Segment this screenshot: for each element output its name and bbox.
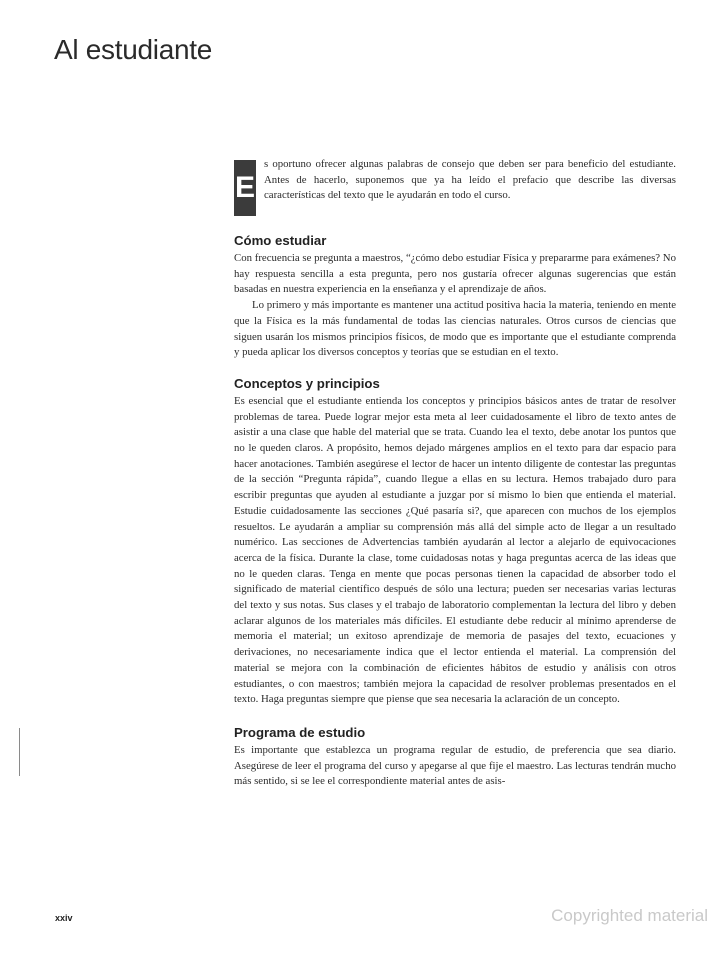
- intro-paragraph: [234, 157, 676, 219]
- section-heading-como-estudiar: Cómo estudiar: [234, 233, 327, 248]
- paragraph: Es importante que establezca un programa regular de estudio, de preferencia que sea diario. Asegúrese de leer el programa del curso y apegarse al que fije el maestro. Las lecturas tendrán mucho más sentido, si se lee el correspondiente material antes de asis-: [234, 743, 676, 788]
- paragraph: Con frecuencia se pregunta a maestros, “¿cómo debo estudiar Física y prepararme para exámenes? No hay respuesta sencilla a esta pregunta, pero nos gustaría ofrecer algunas sugerencias que están basadas en nuestra experiencia en la enseñanza y el aprendizaje de años.: [234, 252, 676, 296]
- section-heading-programa-de-estudio: Programa de estudio: [234, 724, 366, 740]
- intro-text: s oportuno ofrecer algunas palabras de consejo que deben ser para beneficio del estudiante. Antes de hacerlo, suponemos que ya ha leído el prefacio que describe las diversas características del texto que le ayudarán en todo el curso.: [264, 158, 676, 202]
- paragraph: Es esencial que el estudiante entienda los conceptos y principios básicos antes de tratar de resolver problemas de tarea. Puede lograr mejor esta meta al leer cuidadosamente el libro de texto antes de asistir a una clase que hable del material que se trata. Cuando lea el texto, debe anotar los puntos que no le queden claros. A propósito, hemos dejado márgenes amplios en el texto para dar espacio para hacer anotaciones. También asegúrese el lector de hacer un intento diligente de contestar las preguntas de la sección “Pregunta rápida”, cuando llegue a ellas en su lectura. Hemos trabajado duro para escribir preguntas que ayuden al estudiante a juzgar por sí mismo lo bien que entienda el material. Estudie cuidadosamente las secciones ¿Qué pasaría si?, que aparecen con muchos de los ejemplos resueltos. Le ayudarán a ampliar su comprensión más allá del simple acto de llegar a un resultado numérico. Las secciones de Advertencias también ayudarán al lector a alejarlo de equivocaciones acerca de la física. Durante la clase, tome cuidadosas notas y haga preguntas acerca de las ideas que no le queden claras. Tenga en mente que pocas personas tienen la capacidad de absorber todo el significado de material científico después de sólo una lectura; pueden ser necesarias varias lecturas del texto y sus notas. Sus clases y el trabajo de laboratorio complementan la lectura del libro y deben aclarar algunos de los materiales más difíciles. El estudiante debe reducir al mínimo aprenderse de memoria el material; un exitoso aprendizaje de memoria de pasajes del texto, ecuaciones y derivaciones, no necesariamente indica que el lector entienda el material. La comprensión del material se mejora con la combinación de eficientes hábitos de estudio y análisis con otros estudiantes, o con maestros; también mejora la capacidad de resolver problemas presentados en el texto. Haga preguntas siempre que piense que sea necesaria la aclaración de un concepto.: [234, 394, 676, 706]
- main-text-column: [234, 157, 676, 790]
- drop-cap: E: [234, 160, 256, 216]
- page-title: Al estudiante: [54, 34, 212, 65]
- margin-rule: [19, 728, 20, 776]
- section-heading-conceptos-y-principios: Conceptos y principios: [234, 375, 380, 391]
- copyright-watermark: Copyrighted material: [551, 906, 708, 925]
- paragraph: Lo primero y más importante es mantener una actitud positiva hacia la materia, teniendo en mente que la Física es la más fundamental de todas las ciencias naturales. Otros cursos de ciencias que siguen usarán los mismos principios físicos, de modo que es importante que el estudiante comprenda y pueda aplicar los diversos conceptos y teorías que se estudian en el texto.: [234, 299, 676, 359]
- page-number: xxiv: [55, 913, 73, 923]
